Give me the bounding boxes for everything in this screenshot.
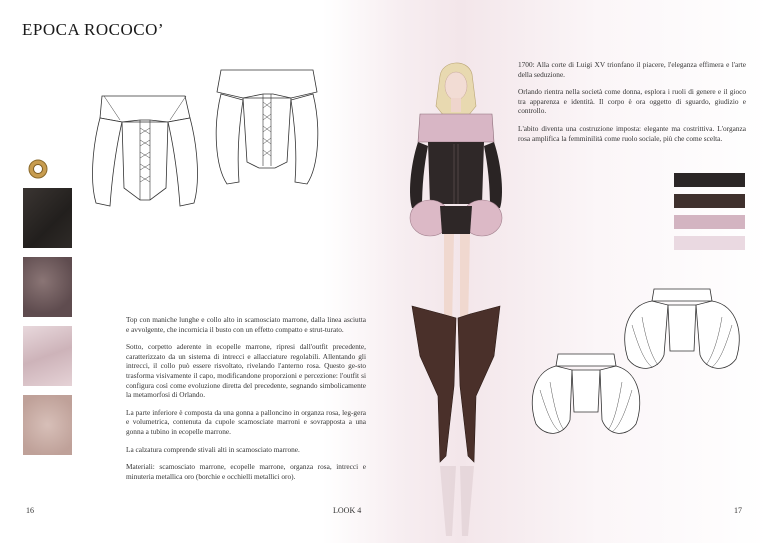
left-paragraph: Materiali: scamosciato marrone, ecopelle marrone, organza rosa, intrecci e minuteria metallica oro (borchie e occhielli metallici oro).: [126, 462, 366, 481]
left-paragraph: La parte inferiore è composta da una gonna a palloncino in organza rosa, leg-gera e volumetrica, contenuta da cupole scamosciate marroni e sovrapposta a una gonna a tubino in ecopelle marrone.: [126, 407, 366, 436]
palette-color-light-pink: [674, 236, 745, 250]
palette-color-brown: [674, 194, 745, 208]
fashion-figure-illustration: [398, 56, 513, 543]
eyelet-icon: [27, 158, 49, 180]
skirt-flat-sketch-front: [528, 350, 646, 442]
left-description: [126, 315, 366, 489]
swatch-dark-leather: [23, 188, 72, 248]
right-description: [518, 60, 746, 151]
left-paragraph: Sotto, corpetto aderente in ecopelle marrone, ripresi dall'outfit precedente, caratterizzato da un sistema di intrecci e allacciature regolabili. Allentando gli intrecci, il collo può essere risvoltato, rivelando l'anterno rosa. Questo ge-sto trasforma visivamente il capo, modificandone proporzioni e percezione: l'outfit si configura così come evoluzione diretta del precedente, segnando simbolicamente la metamorfosi di Orlando.: [126, 342, 366, 400]
right-paragraph: L'abito diventa una costruzione imposta: elegante ma costrittiva. L'organza rosa amplifica la femminilità come ruolo sociale, più che come scelta.: [518, 123, 746, 143]
page-number-right: 17: [734, 506, 742, 515]
left-paragraph: Top con maniche lunghe e collo alto in scamosciato marrone, dalla linea asciutta e avvolgente, che incornicia il busto con un effetto compatto e strut-turato.: [126, 315, 366, 334]
page-number-left: 16: [26, 506, 34, 515]
right-paragraph: 1700: Alla corte di Luigi XV trionfano il piacere, l'eleganza effimera e l'arte della seduzione.: [518, 60, 746, 79]
right-paragraph: Orlando rientra nella società come donna, esplora i ruoli di genere e il gioco tra apparenza e identità. Il corpo è ora oggetto di sguardo, giudizio e controllo.: [518, 87, 746, 116]
swatch-pink-organza: [23, 326, 72, 386]
top-flat-sketch-back: [213, 66, 323, 191]
swatch-light-suede: [23, 395, 72, 455]
palette-color-dark: [674, 173, 745, 187]
palette-color-pink: [674, 215, 745, 229]
page-title: EPOCA ROCOCO’: [22, 20, 165, 39]
left-paragraph: La calzatura comprende stivali alti in scamosciato marrone.: [126, 444, 300, 454]
look-label: LOOK 4: [333, 506, 362, 515]
top-flat-sketch-front: [90, 88, 200, 213]
swatch-brown-suede: [23, 257, 72, 317]
